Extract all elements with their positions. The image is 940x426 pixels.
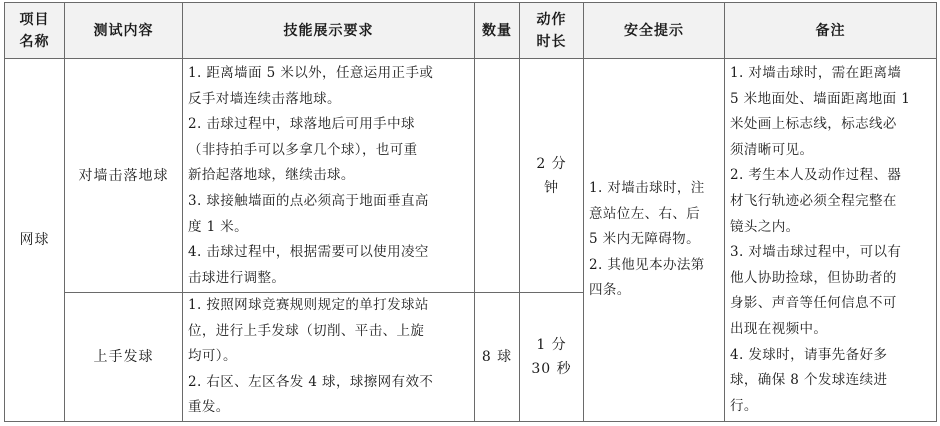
remark-line: 3. 对墙击球过程中，可以有	[730, 244, 902, 261]
requirement-line: （非持拍手可以多拿几个球），也可重	[188, 141, 418, 158]
requirement-line: 度 1 米。	[188, 218, 249, 235]
quantity-cell: 8 球	[475, 293, 520, 422]
remark-line: 须清晰可见。	[730, 141, 814, 158]
requirement-line: 2. 右区、左区各发 4 球，球擦网有效不	[188, 373, 434, 390]
header-duration	[520, 3, 584, 59]
header-remarks: 备注	[725, 3, 937, 59]
remark-line: 4. 发球时，请事先备好多	[730, 346, 888, 363]
remark-line: 1. 对墙击球时，需在距离墙	[730, 65, 902, 81]
safety-line: 四条。	[589, 282, 631, 299]
header-safety-tips: 安全提示	[584, 3, 725, 59]
requirements-cell	[183, 59, 475, 293]
tennis-test-table	[4, 2, 937, 422]
remark-line: 2. 考生本人及动作过程、器	[730, 167, 902, 184]
requirement-line: 均可）。	[188, 348, 237, 365]
safety-line: 2. 其他见本办法第	[589, 256, 705, 273]
requirement-line: 位，进行上手发球（切削、平击、上旋	[188, 322, 425, 339]
test-content-cell: 上手发球	[65, 293, 183, 422]
safety-line: 意站位左、右、后	[589, 205, 701, 222]
duration-cell	[520, 59, 584, 293]
requirement-line: 重发。	[188, 399, 230, 416]
duration-line: 2 分	[536, 155, 567, 172]
remark-line: 镜头之内。	[730, 218, 800, 235]
test-content-cell: 对墙击落地球	[65, 59, 183, 293]
header-duration-line2: 时长	[536, 33, 567, 50]
remark-line: 他人协助捡球，但协助者的	[730, 269, 897, 286]
requirement-line: 4. 击球过程中，根据需要可以使用凌空	[188, 244, 429, 261]
remark-line: 米处画上标志线，标志线必	[730, 116, 897, 133]
requirement-line: 3. 球接触墙面的点必须高于地面垂直高	[188, 192, 429, 209]
remark-line: 身影、声音等任何信息不可	[730, 295, 897, 312]
header-item-name-line2: 名称	[19, 33, 50, 50]
safety-cell	[584, 59, 725, 422]
safety-line: 1. 对墙击球时，注	[589, 180, 705, 197]
duration-line: 钟	[544, 179, 559, 196]
remark-line: 5 米地面处、墙面距离地面 1	[730, 90, 911, 107]
requirements-cell	[183, 293, 475, 422]
remarks-cell	[725, 59, 937, 422]
requirement-line: 反手对墙连续击落地球。	[188, 90, 341, 107]
requirement-line: 2. 击球过程中，球落地后可用手中球	[188, 116, 415, 133]
item-name-cell: 网球	[5, 59, 65, 422]
header-row	[5, 3, 937, 59]
header-quantity: 数量	[475, 3, 520, 59]
remark-line: 行。	[730, 397, 758, 414]
remark-line: 球，确保 8 个发球连续进	[730, 372, 888, 389]
header-duration-line1: 动作	[536, 11, 567, 28]
header-item-name	[5, 3, 65, 59]
table-row	[5, 59, 937, 293]
table-wrapper	[4, 2, 936, 422]
remark-line: 材飞行轨迹必须全程完整在	[730, 192, 897, 209]
remark-line: 出现在视频中。	[730, 320, 828, 337]
header-item-name-line1: 项目	[19, 11, 50, 28]
quantity-cell	[475, 59, 520, 293]
requirement-line: 击球进行调整。	[188, 269, 286, 286]
requirement-line: 新拾起落地球，继续击球。	[188, 167, 355, 184]
duration-line: 1 分	[536, 337, 567, 353]
requirement-line: 1. 按照网球竞赛规则规定的单打发球站	[188, 297, 429, 314]
header-skill-requirements: 技能展示要求	[183, 3, 475, 59]
duration-cell	[520, 293, 584, 422]
requirement-line: 1. 距离墙面 5 米以外，任意运用正手或	[188, 65, 434, 81]
header-test-content: 测试内容	[65, 3, 183, 59]
safety-line: 5 米内无障碍物。	[589, 231, 700, 248]
duration-line: 30 秒	[531, 361, 572, 377]
